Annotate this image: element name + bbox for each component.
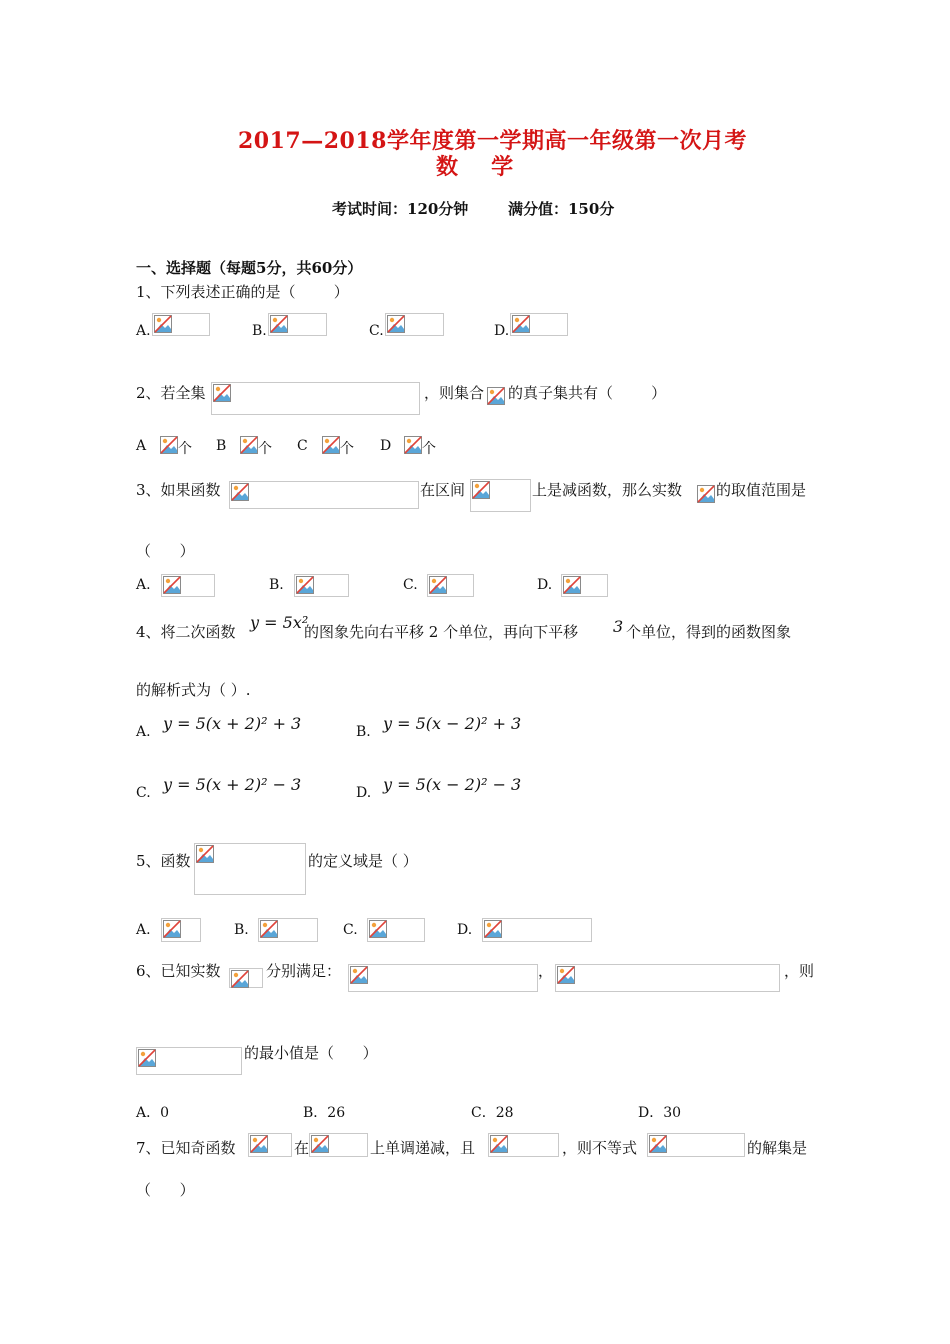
q4-option-b-formula: y = 5(x − 2)² + 3 xyxy=(383,714,522,733)
question-7-stem-e: 的解集是 xyxy=(747,1139,808,1157)
question-4-stem-d: 的解析式为（ ）. xyxy=(136,681,251,699)
broken-image-icon xyxy=(512,315,530,333)
broken-image-icon xyxy=(213,384,231,402)
broken-image-icon xyxy=(429,576,447,594)
q4-option-d-label: D. xyxy=(356,785,372,801)
q7-inequality-image xyxy=(647,1133,745,1157)
q3-variable-image xyxy=(697,485,715,503)
broken-image-icon xyxy=(490,1135,508,1153)
subject-title: 数 学 xyxy=(436,154,514,180)
q1-option-a-label: A. xyxy=(136,323,151,339)
question-2-stem-c: 的真子集共有（ ） xyxy=(508,384,667,402)
broken-image-icon xyxy=(649,1135,667,1153)
question-4-stem-b: 的图象先向右平移 2 个单位，再向下平移 xyxy=(304,623,579,641)
question-2-stem-a: 2、若全集 xyxy=(136,384,206,402)
question-7-stem-d: ，则不等式 xyxy=(562,1139,638,1157)
q1-option-a-image xyxy=(152,313,210,336)
question-1-stem: 1、下列表述正确的是（ ） xyxy=(136,283,349,301)
broken-image-icon xyxy=(270,315,288,333)
broken-image-icon xyxy=(231,483,249,501)
question-6-stem-b: 分别满足： xyxy=(266,962,342,980)
broken-image-icon xyxy=(260,920,278,938)
q3-option-d-image xyxy=(561,574,608,597)
q5-option-a-label: A. xyxy=(136,922,151,938)
q2-option-a-unit: 个 xyxy=(178,441,192,457)
q1-option-b-label: B. xyxy=(252,323,267,339)
q4-option-b-label: B. xyxy=(356,724,371,740)
q2-option-b-image xyxy=(240,436,260,456)
q2-option-c-image xyxy=(322,436,342,456)
q6-option-b: B．26 xyxy=(303,1105,346,1121)
q4-option-c-label: C. xyxy=(136,785,151,801)
broken-image-icon xyxy=(311,1135,329,1153)
q7-function-image xyxy=(248,1133,292,1157)
broken-image-icon xyxy=(296,576,314,594)
broken-image-icon xyxy=(557,966,575,984)
question-7-paren: （ ） xyxy=(136,1181,195,1199)
question-7-stem-a: 7、已知奇函数 xyxy=(136,1139,236,1157)
q2-option-c-label: C xyxy=(297,438,308,454)
q5-option-d-label: D. xyxy=(457,922,473,938)
question-3-stem-b: 在区间 xyxy=(420,481,466,499)
q1-option-d-image xyxy=(510,313,568,336)
q1-option-b-image xyxy=(268,313,327,336)
q6-variables-image xyxy=(229,968,263,988)
q5-option-b-label: B. xyxy=(234,922,249,938)
q1-option-d-label: D. xyxy=(494,323,510,339)
question-6-stem-a: 6、已知实数 xyxy=(136,962,221,980)
broken-image-icon xyxy=(163,576,181,594)
broken-image-icon xyxy=(163,920,181,938)
question-3-paren: （ ） xyxy=(136,542,195,560)
q2-set-image xyxy=(487,387,507,407)
q6-option-c: C．28 xyxy=(471,1105,514,1121)
broken-image-icon xyxy=(404,436,422,454)
question-3-stem-a: 3、如果函数 xyxy=(136,481,221,499)
q2-universal-set-image xyxy=(211,382,420,415)
q1-option-c-image xyxy=(385,313,444,336)
q3-option-b-label: B. xyxy=(269,577,284,593)
q5-option-d-image xyxy=(482,918,592,942)
exam-title: 2017—2018学年度第一学期高一年级第一次月考 xyxy=(238,128,747,154)
broken-image-icon xyxy=(472,481,490,499)
q2-option-a-image xyxy=(160,436,180,456)
q3-option-a-label: A. xyxy=(136,577,151,593)
q2-option-a-label: A xyxy=(136,438,147,454)
q6-equation-1-image xyxy=(348,964,538,992)
broken-image-icon xyxy=(322,436,340,454)
q4-option-d-formula: y = 5(x − 2)² − 3 xyxy=(383,775,522,794)
q6-expression-image xyxy=(136,1047,242,1075)
section-heading: 一、选择题（每题5分，共60分） xyxy=(136,259,363,277)
q2-option-b-label: B xyxy=(216,438,227,454)
q3-option-b-image xyxy=(294,574,349,597)
broken-image-icon xyxy=(138,1049,156,1067)
q5-option-b-image xyxy=(258,918,318,942)
q4-option-a-label: A. xyxy=(136,724,151,740)
q4-option-c-formula: y = 5(x + 2)² − 3 xyxy=(163,775,302,794)
q1-option-c-label: C. xyxy=(369,323,384,339)
question-6-stem-c: ，则 xyxy=(784,962,815,980)
broken-image-icon xyxy=(231,970,249,988)
full-score: 满分值：150分 xyxy=(508,200,615,218)
question-3-stem-c: 上是减函数，那么实数 xyxy=(532,481,683,499)
broken-image-icon xyxy=(160,436,178,454)
q6-option-a: A．0 xyxy=(136,1105,170,1121)
q2-option-d-unit: 个 xyxy=(422,441,436,457)
question-7-stem-c: 上单调递减，且 xyxy=(370,1139,476,1157)
broken-image-icon xyxy=(369,920,387,938)
broken-image-icon xyxy=(154,315,172,333)
question-6-stem-d: 的最小值是（ ） xyxy=(244,1044,378,1062)
question-3-stem-d: 的取值范围是 xyxy=(716,481,807,499)
broken-image-icon xyxy=(196,845,214,863)
q4-quadratic-formula: y = 5x² xyxy=(250,613,309,632)
q3-interval-image xyxy=(470,479,531,512)
q5-option-c-label: C. xyxy=(343,922,358,938)
q4-shift-number: 3 xyxy=(613,617,624,636)
q2-option-b-unit: 个 xyxy=(258,441,272,457)
question-4-stem-c: 个单位，得到的函数图象 xyxy=(626,623,792,641)
q7-condition-image xyxy=(488,1133,559,1157)
question-6-comma: ， xyxy=(538,962,554,980)
broken-image-icon xyxy=(350,966,368,984)
broken-image-icon xyxy=(484,920,502,938)
q6-equation-2-image xyxy=(555,964,780,992)
q2-option-d-image xyxy=(404,436,424,456)
q5-option-a-image xyxy=(161,918,201,942)
q3-option-a-image xyxy=(161,574,215,597)
question-2-stem-b: ，则集合 xyxy=(424,384,485,402)
broken-image-icon xyxy=(697,485,715,503)
exam-time: 考试时间：120分钟 xyxy=(332,200,469,218)
q2-option-c-unit: 个 xyxy=(340,441,354,457)
broken-image-icon xyxy=(250,1135,268,1153)
q5-function-image xyxy=(194,843,306,895)
question-4-stem-a: 4、将二次函数 xyxy=(136,623,236,641)
broken-image-icon xyxy=(487,387,505,405)
q3-option-d-label: D. xyxy=(537,577,553,593)
q6-option-d: D．30 xyxy=(638,1105,682,1121)
q2-option-d-label: D xyxy=(380,438,392,454)
q7-interval-image xyxy=(309,1133,368,1157)
q3-option-c-label: C. xyxy=(403,577,418,593)
question-5-stem-b: 的定义域是（ ） xyxy=(308,852,418,870)
q3-function-image xyxy=(229,481,419,509)
broken-image-icon xyxy=(240,436,258,454)
q4-option-a-formula: y = 5(x + 2)² + 3 xyxy=(163,714,302,733)
broken-image-icon xyxy=(387,315,405,333)
broken-image-icon xyxy=(563,576,581,594)
q5-option-c-image xyxy=(367,918,425,942)
question-5-stem-a: 5、函数 xyxy=(136,852,191,870)
q3-option-c-image xyxy=(427,574,474,597)
question-7-stem-b: 在 xyxy=(294,1139,310,1157)
